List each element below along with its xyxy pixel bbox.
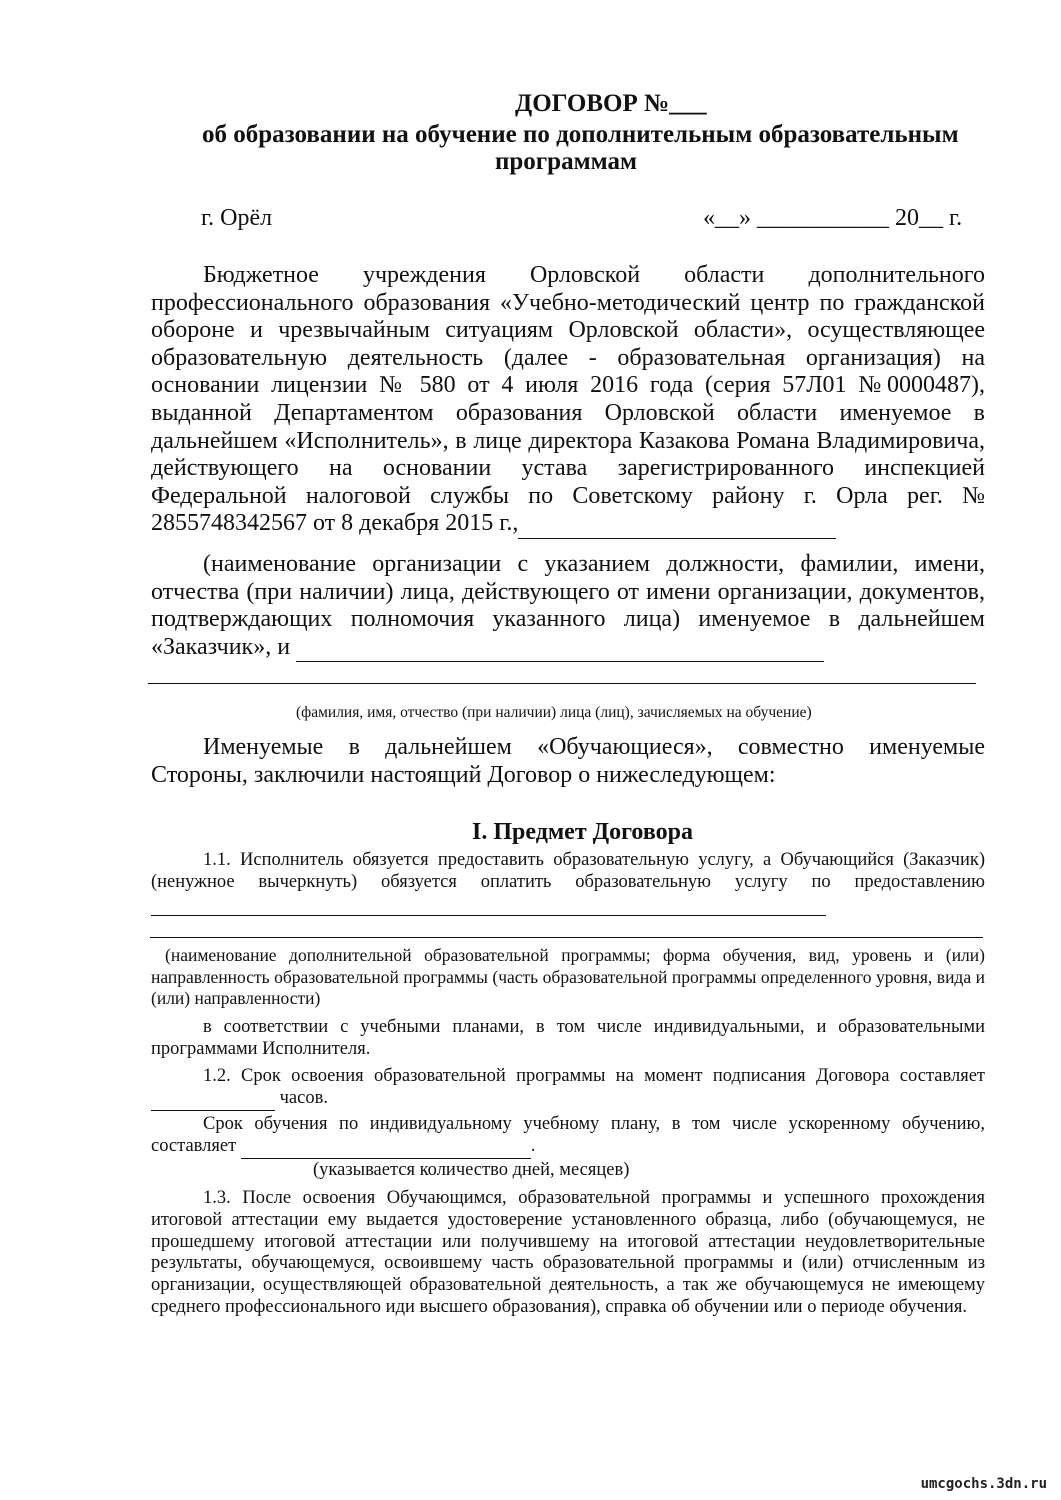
program-full-line — [150, 937, 983, 938]
clause-1-1-note-text: (наименование дополнительной образовательной программы; форма обучения, вид, уровень и (или) направленность образовательной программы (часть образовательной программы определенного уровня, вида и (или) направленности) — [151, 945, 985, 1008]
city: г. Орёл — [201, 205, 273, 231]
clause-1-2-b-text: Срок обучения по индивидуальному учебному плану, в том числе ускоренному обучению, составляет — [151, 1114, 985, 1156]
hours-unit: часов. — [279, 1087, 328, 1108]
contract-date: «__» ___________ 20__ г. — [703, 205, 963, 231]
intro-text: Бюджетное учреждения Орловской области дополнительного профессионального образования «Учебно-методический центр по гражданской обороне и чрезвычайным ситуациям Орловской области», осуществляющее образовательную деятельность (далее - образовательная организация) на основании лицензии № 580 от 4 июля 2016 года (серия 57Л01 №0000487), выданной Департаментом образования Орловской области именуемое в дальнейшем «Исполнитель», в лице директора Казакова Романа Владимировича, действующего на основании устава зарегистрированного инспекцией Федеральной налоговой службы по Советскому району г. Орла рег. № 2855748342567 от 8 декабря 2015 г., — [151, 262, 985, 537]
blank-program-line — [151, 894, 826, 917]
blank-duration — [241, 1136, 531, 1159]
section-1-title: I. Предмет Договора — [472, 819, 693, 845]
contract-title: ДОГОВОР №___ — [515, 90, 707, 117]
clause-1-1-cont-text: в соответствии с учебными планами, в том числе индивидуальными, и образовательными программами Исполнителя. — [151, 1017, 985, 1059]
contract-subtitle-line1: об образовании на обучение по дополнительным образовательным — [202, 121, 959, 148]
contract-subtitle-line2: программам — [495, 148, 637, 175]
clause-1-3-text: 1.3. После освоения Обучающимся, образовательной программы и успешного прохождения итоговой аттестации ему выдается удостоверение установленного образца, либо (обучающемуся, не прошедшему итоговой аттестации или получившему на итоговой аттестации неудовлетворительные результаты, обучающемуся, освоившему часть образовательной программы и (или) отчисленным из организации, осуществляющей образовательной деятельность, а так же обучающемуся не имеющему среднего профессионального иди высшего образования), справка об обучении или о периоде обучения. — [151, 1188, 985, 1317]
clause-1-1 — [151, 850, 985, 916]
clause-1-1-text: 1.1. Исполнитель обязуется предоставить образовательную услугу, а Обучающийся (Заказчик) (ненужное вычеркнуть) обязуется оплатить образовательную услугу по предоставлению — [151, 850, 985, 892]
customer-note-paragraph — [151, 551, 985, 662]
site-watermark: umcgochs.3dn.ru — [920, 1476, 1047, 1492]
clause-1-2-b-note: (указывается количество дней, месяцев) — [313, 1160, 630, 1180]
blank-students-line — [296, 634, 824, 663]
customer-note: (наименование организации с указанием должности, фамилии, имени, отчества (при наличии) лица, действующего от имени организации, документов, подтверждающих полномочия указанного лица) именуемое в дальнейшем «Заказчик», и — [151, 551, 985, 660]
intro-paragraph — [151, 262, 985, 539]
students-caption: (фамилия, имя, отчество (при наличии) лица (лиц), зачисляемых на обучение) — [296, 704, 812, 721]
clause-1-1-note — [151, 945, 985, 1010]
blank-hours — [151, 1088, 275, 1111]
students-text: Именуемые в дальнейшем «Обучающиеся», совместно именуемые Стороны, заключили настоящий Договор о нижеследующем: — [151, 734, 985, 788]
blank-customer-line — [518, 510, 836, 539]
students-paragraph — [151, 734, 985, 789]
clause-1-3 — [151, 1188, 985, 1319]
clause-1-2-b: Срок обучения по индивидуальному учебному плану, в том числе ускоренному обучению, составляет . — [151, 1114, 985, 1159]
clause-1-1-continuation — [151, 1017, 985, 1061]
clause-1-2-a-text: 1.2. Срок освоения образовательной программы на момент подписания Договора составляет — [203, 1066, 985, 1086]
students-full-line — [148, 683, 976, 684]
clause-1-2-a — [151, 1066, 985, 1111]
